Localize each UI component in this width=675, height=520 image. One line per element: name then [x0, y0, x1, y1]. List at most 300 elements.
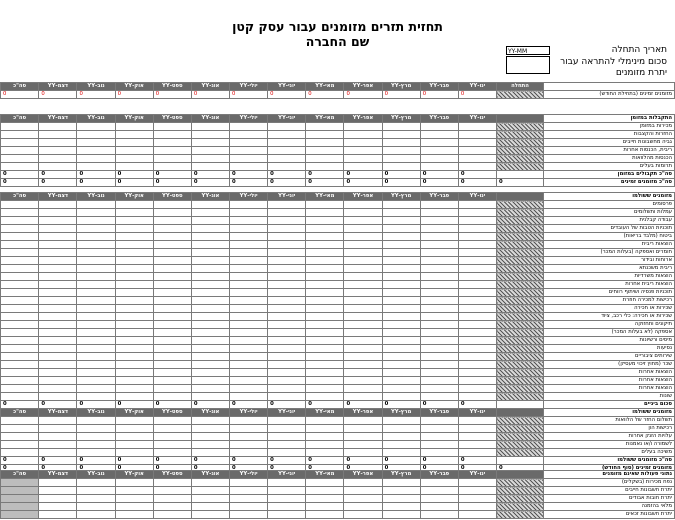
value-cell[interactable]: 0	[191, 91, 229, 99]
value-cell[interactable]	[230, 163, 268, 171]
value-cell[interactable]	[115, 487, 153, 495]
value-cell[interactable]	[115, 147, 153, 155]
value-cell[interactable]	[39, 487, 77, 495]
value-cell[interactable]	[268, 353, 306, 361]
value-cell[interactable]	[382, 289, 420, 297]
value-cell[interactable]	[382, 313, 420, 321]
value-cell[interactable]	[191, 353, 229, 361]
value-cell[interactable]	[306, 131, 344, 139]
value-cell[interactable]	[458, 385, 496, 393]
value-cell[interactable]	[382, 233, 420, 241]
value-cell[interactable]	[306, 441, 344, 449]
value-cell[interactable]	[306, 281, 344, 289]
value-cell[interactable]	[382, 433, 420, 441]
value-cell[interactable]	[458, 417, 496, 425]
value-cell[interactable]	[458, 433, 496, 441]
value-cell[interactable]	[77, 209, 115, 217]
value-cell[interactable]	[268, 249, 306, 257]
value-cell[interactable]	[153, 233, 191, 241]
value-cell[interactable]	[115, 313, 153, 321]
value-cell[interactable]	[115, 345, 153, 353]
value-cell[interactable]	[306, 321, 344, 329]
value-cell[interactable]	[191, 155, 229, 163]
value-cell[interactable]	[344, 139, 382, 147]
value-cell[interactable]	[39, 273, 77, 281]
value-cell[interactable]	[77, 225, 115, 233]
value-cell[interactable]	[77, 329, 115, 337]
value-cell[interactable]	[153, 249, 191, 257]
value-cell[interactable]	[230, 201, 268, 209]
value-cell[interactable]	[268, 139, 306, 147]
value-cell[interactable]	[382, 425, 420, 433]
value-cell[interactable]	[191, 289, 229, 297]
value-cell[interactable]	[191, 163, 229, 171]
value-cell[interactable]	[191, 209, 229, 217]
value-cell[interactable]	[420, 321, 458, 329]
value-cell[interactable]	[382, 217, 420, 225]
value-cell[interactable]	[344, 273, 382, 281]
value-cell[interactable]	[39, 353, 77, 361]
value-cell[interactable]	[39, 123, 77, 131]
value-cell[interactable]	[268, 155, 306, 163]
value-cell[interactable]	[344, 233, 382, 241]
value-cell[interactable]	[153, 155, 191, 163]
value-cell[interactable]	[39, 361, 77, 369]
value-cell[interactable]	[268, 201, 306, 209]
value-cell[interactable]	[77, 233, 115, 241]
value-cell[interactable]	[268, 217, 306, 225]
value-cell[interactable]	[115, 273, 153, 281]
value-cell[interactable]	[39, 369, 77, 377]
value-cell[interactable]: 0	[77, 91, 115, 99]
value-cell[interactable]	[191, 511, 229, 519]
start-date-field[interactable]: YY-MM	[506, 46, 550, 55]
value-cell[interactable]	[191, 249, 229, 257]
value-cell[interactable]	[268, 123, 306, 131]
value-cell[interactable]	[458, 321, 496, 329]
value-cell[interactable]	[268, 417, 306, 425]
value-cell[interactable]	[191, 417, 229, 425]
value-cell[interactable]	[39, 511, 77, 519]
value-cell[interactable]	[153, 377, 191, 385]
value-cell[interactable]	[344, 487, 382, 495]
value-cell[interactable]	[77, 495, 115, 503]
value-cell[interactable]	[458, 131, 496, 139]
value-cell[interactable]	[382, 511, 420, 519]
value-cell[interactable]	[344, 345, 382, 353]
value-cell[interactable]	[458, 313, 496, 321]
value-cell[interactable]	[458, 163, 496, 171]
value-cell[interactable]: 0	[458, 91, 496, 99]
value-cell[interactable]	[115, 417, 153, 425]
value-cell[interactable]	[306, 233, 344, 241]
value-cell[interactable]	[420, 313, 458, 321]
value-cell[interactable]	[344, 321, 382, 329]
value-cell[interactable]	[230, 297, 268, 305]
value-cell[interactable]	[77, 511, 115, 519]
value-cell[interactable]	[268, 163, 306, 171]
value-cell[interactable]	[115, 361, 153, 369]
value-cell[interactable]	[230, 345, 268, 353]
value-cell[interactable]	[230, 511, 268, 519]
value-cell[interactable]	[344, 297, 382, 305]
value-cell[interactable]	[382, 241, 420, 249]
value-cell[interactable]	[382, 479, 420, 487]
value-cell[interactable]	[153, 487, 191, 495]
value-cell[interactable]	[382, 321, 420, 329]
value-cell[interactable]	[306, 511, 344, 519]
value-cell[interactable]	[268, 273, 306, 281]
value-cell[interactable]	[153, 217, 191, 225]
value-cell[interactable]	[268, 503, 306, 511]
value-cell[interactable]	[344, 329, 382, 337]
value-cell[interactable]	[420, 511, 458, 519]
value-cell[interactable]	[420, 273, 458, 281]
value-cell[interactable]	[39, 495, 77, 503]
value-cell[interactable]	[458, 377, 496, 385]
value-cell[interactable]	[230, 479, 268, 487]
value-cell[interactable]	[382, 393, 420, 401]
value-cell[interactable]	[458, 281, 496, 289]
value-cell[interactable]	[306, 385, 344, 393]
value-cell[interactable]	[420, 209, 458, 217]
value-cell[interactable]	[420, 225, 458, 233]
value-cell[interactable]	[77, 273, 115, 281]
value-cell[interactable]	[191, 321, 229, 329]
value-cell[interactable]	[153, 313, 191, 321]
value-cell[interactable]	[344, 201, 382, 209]
value-cell[interactable]	[268, 385, 306, 393]
value-cell[interactable]	[306, 433, 344, 441]
value-cell[interactable]	[77, 265, 115, 273]
value-cell[interactable]	[230, 249, 268, 257]
value-cell[interactable]	[420, 305, 458, 313]
value-cell[interactable]	[77, 241, 115, 249]
value-cell[interactable]	[230, 441, 268, 449]
value-cell[interactable]	[115, 209, 153, 217]
value-cell[interactable]	[77, 297, 115, 305]
value-cell[interactable]	[306, 425, 344, 433]
value-cell[interactable]	[191, 217, 229, 225]
value-cell[interactable]: 0	[115, 91, 153, 99]
value-cell[interactable]: 0	[230, 91, 268, 99]
value-cell[interactable]	[306, 289, 344, 297]
value-cell[interactable]	[458, 209, 496, 217]
value-cell[interactable]	[344, 313, 382, 321]
value-cell[interactable]	[306, 361, 344, 369]
value-cell[interactable]	[153, 321, 191, 329]
value-cell[interactable]	[382, 353, 420, 361]
value-cell[interactable]	[153, 425, 191, 433]
value-cell[interactable]	[77, 131, 115, 139]
value-cell[interactable]	[420, 417, 458, 425]
value-cell[interactable]	[306, 305, 344, 313]
value-cell[interactable]	[230, 313, 268, 321]
value-cell[interactable]	[268, 329, 306, 337]
value-cell[interactable]	[420, 353, 458, 361]
value-cell[interactable]	[153, 503, 191, 511]
value-cell[interactable]	[230, 225, 268, 233]
value-cell[interactable]	[382, 495, 420, 503]
value-cell[interactable]	[268, 337, 306, 345]
value-cell[interactable]	[382, 201, 420, 209]
value-cell[interactable]	[39, 393, 77, 401]
value-cell[interactable]	[191, 393, 229, 401]
value-cell[interactable]	[344, 377, 382, 385]
value-cell[interactable]	[115, 479, 153, 487]
value-cell[interactable]	[420, 265, 458, 273]
value-cell[interactable]	[268, 511, 306, 519]
value-cell[interactable]	[153, 305, 191, 313]
value-cell[interactable]	[344, 361, 382, 369]
value-cell[interactable]	[115, 265, 153, 273]
value-cell[interactable]	[344, 131, 382, 139]
value-cell[interactable]	[306, 201, 344, 209]
value-cell[interactable]	[420, 201, 458, 209]
value-cell[interactable]	[268, 369, 306, 377]
value-cell[interactable]	[115, 163, 153, 171]
value-cell[interactable]	[268, 321, 306, 329]
value-cell[interactable]	[458, 305, 496, 313]
value-cell[interactable]	[77, 201, 115, 209]
value-cell[interactable]	[77, 417, 115, 425]
value-cell[interactable]	[420, 281, 458, 289]
value-cell[interactable]	[230, 329, 268, 337]
value-cell[interactable]	[39, 155, 77, 163]
value-cell[interactable]	[382, 377, 420, 385]
value-cell[interactable]	[191, 361, 229, 369]
value-cell[interactable]	[153, 361, 191, 369]
value-cell[interactable]	[230, 487, 268, 495]
value-cell[interactable]	[306, 313, 344, 321]
value-cell[interactable]	[77, 257, 115, 265]
value-cell[interactable]	[39, 147, 77, 155]
value-cell[interactable]	[268, 289, 306, 297]
value-cell[interactable]	[115, 225, 153, 233]
value-cell[interactable]	[420, 377, 458, 385]
value-cell[interactable]	[382, 281, 420, 289]
value-cell[interactable]	[191, 377, 229, 385]
value-cell[interactable]	[115, 329, 153, 337]
value-cell[interactable]	[230, 393, 268, 401]
value-cell[interactable]	[382, 503, 420, 511]
value-cell[interactable]	[306, 209, 344, 217]
value-cell[interactable]	[458, 297, 496, 305]
value-cell[interactable]	[344, 305, 382, 313]
value-cell[interactable]	[191, 313, 229, 321]
value-cell[interactable]	[153, 147, 191, 155]
value-cell[interactable]	[382, 369, 420, 377]
value-cell[interactable]	[268, 233, 306, 241]
value-cell[interactable]: 0	[268, 91, 306, 99]
value-cell[interactable]	[191, 449, 229, 457]
value-cell[interactable]	[420, 393, 458, 401]
value-cell[interactable]	[306, 147, 344, 155]
value-cell[interactable]	[39, 345, 77, 353]
value-cell[interactable]	[458, 225, 496, 233]
value-cell[interactable]	[458, 503, 496, 511]
value-cell[interactable]	[344, 155, 382, 163]
value-cell[interactable]	[230, 131, 268, 139]
value-cell[interactable]	[39, 425, 77, 433]
value-cell[interactable]	[306, 495, 344, 503]
value-cell[interactable]	[153, 329, 191, 337]
value-cell[interactable]	[458, 361, 496, 369]
value-cell[interactable]	[191, 225, 229, 233]
value-cell[interactable]	[268, 425, 306, 433]
value-cell[interactable]	[39, 139, 77, 147]
value-cell[interactable]	[39, 217, 77, 225]
value-cell[interactable]	[39, 201, 77, 209]
value-cell[interactable]	[268, 225, 306, 233]
value-cell[interactable]	[344, 281, 382, 289]
value-cell[interactable]	[382, 361, 420, 369]
value-cell[interactable]	[306, 155, 344, 163]
value-cell[interactable]	[39, 433, 77, 441]
value-cell[interactable]	[39, 209, 77, 217]
value-cell[interactable]	[306, 487, 344, 495]
value-cell[interactable]	[458, 329, 496, 337]
value-cell[interactable]	[115, 217, 153, 225]
value-cell[interactable]	[77, 441, 115, 449]
value-cell[interactable]	[230, 139, 268, 147]
value-cell[interactable]	[420, 163, 458, 171]
value-cell[interactable]: 0	[344, 91, 382, 99]
value-cell[interactable]	[77, 433, 115, 441]
value-cell[interactable]	[306, 417, 344, 425]
value-cell[interactable]	[420, 147, 458, 155]
value-cell[interactable]	[458, 393, 496, 401]
value-cell[interactable]	[306, 345, 344, 353]
value-cell[interactable]	[153, 201, 191, 209]
value-cell[interactable]	[115, 425, 153, 433]
value-cell[interactable]	[382, 163, 420, 171]
value-cell[interactable]	[306, 273, 344, 281]
value-cell[interactable]	[191, 369, 229, 377]
value-cell[interactable]	[230, 361, 268, 369]
value-cell[interactable]	[77, 479, 115, 487]
value-cell[interactable]	[458, 139, 496, 147]
value-cell[interactable]	[306, 249, 344, 257]
value-cell[interactable]	[382, 337, 420, 345]
value-cell[interactable]	[458, 487, 496, 495]
value-cell[interactable]	[458, 241, 496, 249]
value-cell[interactable]	[77, 289, 115, 297]
value-cell[interactable]	[458, 337, 496, 345]
value-cell[interactable]	[77, 353, 115, 361]
value-cell[interactable]	[458, 249, 496, 257]
value-cell[interactable]	[230, 417, 268, 425]
value-cell[interactable]	[344, 217, 382, 225]
value-cell[interactable]	[77, 345, 115, 353]
value-cell[interactable]	[382, 123, 420, 131]
value-cell[interactable]	[230, 433, 268, 441]
value-cell[interactable]	[268, 433, 306, 441]
value-cell[interactable]	[191, 385, 229, 393]
value-cell[interactable]	[230, 369, 268, 377]
value-cell[interactable]	[115, 297, 153, 305]
value-cell[interactable]	[230, 449, 268, 457]
value-cell[interactable]	[153, 337, 191, 345]
value-cell[interactable]	[344, 503, 382, 511]
value-cell[interactable]	[77, 369, 115, 377]
value-cell[interactable]	[344, 289, 382, 297]
value-cell[interactable]	[191, 265, 229, 273]
value-cell[interactable]	[153, 209, 191, 217]
value-cell[interactable]	[191, 281, 229, 289]
value-cell[interactable]	[153, 273, 191, 281]
value-cell[interactable]	[230, 217, 268, 225]
value-cell[interactable]	[115, 377, 153, 385]
value-cell[interactable]	[420, 123, 458, 131]
value-cell[interactable]	[153, 281, 191, 289]
value-cell[interactable]	[77, 163, 115, 171]
value-cell[interactable]	[344, 369, 382, 377]
value-cell[interactable]	[153, 265, 191, 273]
value-cell[interactable]	[153, 479, 191, 487]
value-cell[interactable]	[420, 249, 458, 257]
value-cell[interactable]	[420, 241, 458, 249]
value-cell[interactable]	[268, 479, 306, 487]
value-cell[interactable]	[458, 345, 496, 353]
value-cell[interactable]	[153, 353, 191, 361]
value-cell[interactable]	[344, 511, 382, 519]
value-cell[interactable]	[306, 217, 344, 225]
value-cell[interactable]	[115, 305, 153, 313]
value-cell[interactable]	[458, 273, 496, 281]
value-cell[interactable]	[344, 225, 382, 233]
value-cell[interactable]	[115, 123, 153, 131]
value-cell[interactable]	[115, 441, 153, 449]
value-cell[interactable]	[39, 385, 77, 393]
value-cell[interactable]	[420, 131, 458, 139]
value-cell[interactable]	[230, 257, 268, 265]
value-cell[interactable]	[268, 393, 306, 401]
value-cell[interactable]	[115, 385, 153, 393]
value-cell[interactable]	[230, 289, 268, 297]
value-cell[interactable]	[77, 155, 115, 163]
value-cell[interactable]	[39, 337, 77, 345]
value-cell[interactable]	[306, 139, 344, 147]
value-cell[interactable]	[458, 217, 496, 225]
value-cell[interactable]	[191, 329, 229, 337]
value-cell[interactable]	[39, 233, 77, 241]
value-cell[interactable]	[382, 417, 420, 425]
value-cell[interactable]	[77, 313, 115, 321]
value-cell[interactable]	[115, 337, 153, 345]
value-cell[interactable]	[420, 289, 458, 297]
value-cell[interactable]	[420, 297, 458, 305]
value-cell[interactable]	[230, 155, 268, 163]
value-cell[interactable]	[306, 479, 344, 487]
value-cell[interactable]	[344, 441, 382, 449]
value-cell[interactable]	[39, 131, 77, 139]
value-cell[interactable]	[153, 131, 191, 139]
value-cell[interactable]	[230, 265, 268, 273]
value-cell[interactable]	[115, 241, 153, 249]
value-cell[interactable]	[39, 281, 77, 289]
value-cell[interactable]	[191, 257, 229, 265]
value-cell[interactable]	[306, 337, 344, 345]
value-cell[interactable]	[344, 163, 382, 171]
value-cell[interactable]	[458, 449, 496, 457]
value-cell[interactable]	[344, 425, 382, 433]
value-cell[interactable]	[39, 329, 77, 337]
value-cell[interactable]	[77, 425, 115, 433]
value-cell[interactable]	[230, 241, 268, 249]
value-cell[interactable]	[39, 503, 77, 511]
value-cell[interactable]	[77, 217, 115, 225]
